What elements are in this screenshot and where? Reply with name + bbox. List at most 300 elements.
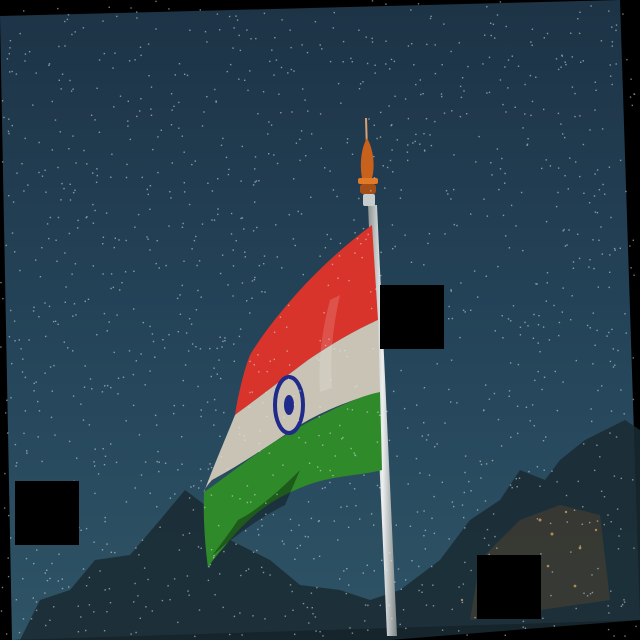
noise-speck <box>201 297 202 298</box>
noise-speck <box>287 350 288 351</box>
noise-speck <box>297 548 298 549</box>
noise-speck <box>71 274 72 275</box>
noise-speck <box>332 264 333 265</box>
noise-speck <box>198 546 199 547</box>
noise-speck <box>437 363 438 364</box>
noise-speck <box>109 321 110 322</box>
noise-speck <box>299 160 300 161</box>
noise-speck <box>374 570 375 571</box>
noise-speck <box>175 74 176 75</box>
noise-speck <box>379 415 380 416</box>
noise-speck <box>368 234 369 235</box>
noise-speck <box>343 41 344 42</box>
noise-speck <box>333 189 334 190</box>
noise-speck <box>307 110 308 111</box>
noise-speck <box>197 290 198 291</box>
noise-speck <box>508 59 509 60</box>
noise-speck <box>19 270 20 271</box>
noise-speck <box>596 445 597 446</box>
noise-speck <box>309 463 310 464</box>
noise-speck <box>582 524 583 525</box>
noise-speck <box>16 599 17 600</box>
noise-speck <box>178 128 179 129</box>
noise-speck <box>401 189 402 190</box>
noise-speck <box>282 465 283 466</box>
noise-speck <box>249 312 250 313</box>
noise-speck <box>12 125 13 126</box>
noise-speck <box>58 46 59 47</box>
noise-speck <box>567 521 568 522</box>
noise-speck <box>608 10 609 11</box>
noise-speck <box>315 21 316 22</box>
noise-speck <box>579 176 580 177</box>
noise-speck <box>633 399 634 400</box>
noise-speck <box>247 485 248 486</box>
noise-speck <box>246 570 247 571</box>
noise-speck <box>223 412 224 413</box>
noise-speck <box>569 157 570 158</box>
noise-speck <box>69 441 70 442</box>
noise-speck <box>329 482 330 483</box>
noise-speck <box>448 389 449 390</box>
noise-speck <box>408 483 409 484</box>
noise-speck <box>341 438 342 439</box>
noise-speck <box>138 214 139 215</box>
noise-speck <box>94 493 95 494</box>
noise-speck <box>515 225 516 226</box>
noise-speck <box>370 190 371 191</box>
noise-speck <box>483 199 484 200</box>
noise-speck <box>183 261 184 262</box>
noise-speck <box>9 71 10 72</box>
noise-speck <box>396 525 397 526</box>
noise-speck <box>271 50 272 51</box>
noise-speck <box>200 416 201 417</box>
noise-speck <box>304 99 305 100</box>
noise-speck <box>594 109 595 110</box>
noise-speck <box>145 461 146 462</box>
noise-speck <box>211 494 212 495</box>
noise-speck <box>23 10 24 11</box>
noise-speck <box>506 26 507 27</box>
noise-speck <box>104 313 105 314</box>
noise-speck <box>452 318 453 319</box>
noise-speck <box>239 433 240 434</box>
noise-speck <box>29 51 30 52</box>
noise-speck <box>10 397 11 398</box>
noise-speck <box>497 266 498 267</box>
noise-speck <box>617 350 618 351</box>
noise-speck <box>16 73 17 74</box>
noise-speck <box>111 273 112 274</box>
noise-speck <box>106 611 107 612</box>
noise-speck <box>395 246 396 247</box>
noise-speck <box>51 563 52 564</box>
noise-speck <box>396 456 397 457</box>
noise-speck <box>25 410 26 411</box>
noise-speck <box>568 229 569 230</box>
noise-speck <box>416 404 417 405</box>
noise-speck <box>524 113 525 114</box>
noise-speck <box>19 632 20 633</box>
noise-speck <box>110 602 111 603</box>
noise-speck <box>563 287 564 288</box>
noise-speck <box>303 603 304 604</box>
noise-speck <box>232 295 233 296</box>
noise-speck <box>376 138 377 139</box>
noise-speck <box>287 72 288 73</box>
noise-speck <box>498 419 499 420</box>
noise-speck <box>34 383 35 384</box>
noise-speck <box>54 434 55 435</box>
noise-speck <box>77 227 78 228</box>
noise-speck <box>253 552 254 553</box>
noise-speck <box>301 130 302 131</box>
noise-speck <box>620 248 621 249</box>
noise-speck <box>318 435 319 436</box>
noise-speck <box>381 252 382 253</box>
noise-speck <box>423 422 424 423</box>
noise-speck <box>64 21 65 22</box>
noise-speck <box>554 625 555 626</box>
noise-speck <box>69 80 70 81</box>
noise-speck <box>323 312 324 313</box>
noise-speck <box>194 240 195 241</box>
noise-speck <box>612 41 613 42</box>
noise-speck <box>99 570 100 571</box>
noise-speck <box>217 178 218 179</box>
occluder-patch <box>15 481 79 545</box>
noise-speck <box>228 174 229 175</box>
noise-speck <box>485 500 486 501</box>
noise-speck <box>502 315 503 316</box>
noise-speck <box>155 1 156 2</box>
noise-speck <box>392 248 393 249</box>
noise-speck <box>85 365 86 366</box>
noise-speck <box>229 16 230 17</box>
noise-speck <box>359 518 360 519</box>
noise-speck <box>199 260 200 261</box>
noise-speck <box>233 265 234 266</box>
noise-speck <box>254 277 255 278</box>
noise-speck <box>410 9 411 10</box>
noise-speck <box>90 378 91 379</box>
noise-speck <box>152 333 153 334</box>
noise-speck <box>281 267 282 268</box>
noise-speck <box>191 248 192 249</box>
noise-speck <box>65 286 66 287</box>
noise-speck <box>459 337 460 338</box>
noise-speck <box>383 516 384 517</box>
noise-speck <box>470 490 471 491</box>
noise-speck <box>608 629 609 630</box>
noise-speck <box>407 152 408 153</box>
noise-speck <box>111 154 112 155</box>
noise-speck <box>239 498 240 499</box>
noise-speck <box>283 543 284 544</box>
noise-speck <box>187 575 188 576</box>
noise-speck <box>363 475 364 476</box>
noise-speck <box>213 557 214 558</box>
noise-speck <box>149 370 150 371</box>
noise-speck <box>140 98 141 99</box>
noise-speck <box>388 105 389 106</box>
noise-speck <box>8 131 9 132</box>
noise-speck <box>615 250 616 251</box>
noise-speck <box>601 491 602 492</box>
noise-speck <box>200 469 201 470</box>
noise-speck <box>167 585 168 586</box>
noise-speck <box>412 142 413 143</box>
noise-speck <box>460 86 461 87</box>
noise-speck <box>105 517 106 518</box>
noise-speck <box>41 461 42 462</box>
noise-speck <box>624 313 625 314</box>
noise-speck <box>80 530 81 531</box>
noise-speck <box>481 464 482 465</box>
noise-speck <box>85 630 86 631</box>
noise-speck <box>254 494 255 495</box>
noise-speck <box>537 518 538 519</box>
noise-speck <box>470 570 471 571</box>
noise-speck <box>555 371 556 372</box>
noise-speck <box>4 473 5 474</box>
noise-speck <box>114 352 115 353</box>
noise-speck <box>31 618 32 619</box>
noise-speck <box>363 228 364 229</box>
noise-speck <box>280 317 281 318</box>
noise-speck <box>109 7 110 8</box>
noise-speck <box>541 168 542 169</box>
noise-speck <box>520 334 521 335</box>
noise-speck <box>456 402 457 403</box>
noise-speck <box>522 127 523 128</box>
noise-speck <box>151 115 152 116</box>
noise-speck <box>367 565 368 566</box>
noise-speck <box>126 240 127 241</box>
noise-speck <box>89 424 90 425</box>
noise-speck <box>261 525 262 526</box>
noise-speck <box>348 280 349 281</box>
noise-speck <box>190 486 191 487</box>
noise-speck <box>33 597 34 598</box>
noise-speck <box>319 416 320 417</box>
noise-speck <box>486 463 487 464</box>
noise-speck <box>96 334 97 335</box>
noise-speck <box>156 506 157 507</box>
noise-speck <box>293 396 294 397</box>
noise-speck <box>69 233 70 234</box>
noise-speck <box>294 404 295 405</box>
noise-speck <box>450 198 451 199</box>
noise-speck <box>563 230 564 231</box>
noise-speck <box>611 521 612 522</box>
noise-speck <box>113 287 114 288</box>
noise-speck <box>500 79 501 80</box>
noise-speck <box>208 468 209 469</box>
noise-speck <box>592 239 593 240</box>
noise-speck <box>36 381 37 382</box>
noise-speck <box>583 60 584 61</box>
noise-speck <box>374 125 375 126</box>
noise-speck <box>275 224 276 225</box>
noise-speck <box>94 119 95 120</box>
noise-speck <box>368 118 369 119</box>
noise-speck <box>510 485 511 486</box>
noise-speck <box>244 80 245 81</box>
noise-speck <box>91 388 92 389</box>
noise-speck <box>426 44 427 45</box>
noise-speck <box>133 271 134 272</box>
noise-speck <box>151 86 152 87</box>
noise-speck <box>560 67 561 68</box>
noise-speck <box>189 533 190 534</box>
noise-speck <box>177 469 178 470</box>
noise-speck <box>523 621 524 622</box>
noise-speck <box>609 254 610 255</box>
noise-speck <box>549 339 550 340</box>
noise-speck <box>136 116 137 117</box>
noise-speck <box>240 218 241 219</box>
noise-speck <box>140 47 141 48</box>
noise-speck <box>391 149 392 150</box>
noise-speck <box>429 233 430 234</box>
noise-speck <box>315 630 316 631</box>
noise-speck <box>435 73 436 74</box>
noise-speck <box>218 525 219 526</box>
noise-speck <box>391 124 392 125</box>
noise-speck <box>299 390 300 391</box>
noise-speck <box>480 477 481 478</box>
noise-speck <box>264 255 265 256</box>
noise-speck <box>349 627 350 628</box>
noise-speck <box>594 470 595 471</box>
noise-speck <box>589 202 590 203</box>
noise-speck <box>58 217 59 218</box>
noise-speck <box>157 240 158 241</box>
noise-speck <box>453 154 454 155</box>
noise-speck <box>364 620 365 621</box>
noise-speck <box>165 463 166 464</box>
noise-speck <box>58 554 59 555</box>
noise-speck <box>155 415 156 416</box>
noise-speck <box>233 343 234 344</box>
noise-speck <box>524 84 525 85</box>
noise-speck <box>45 336 46 337</box>
noise-speck <box>344 350 345 351</box>
noise-speck <box>358 198 359 199</box>
noise-speck <box>238 79 239 80</box>
noise-speck <box>99 132 100 133</box>
noise-speck <box>500 1 501 2</box>
noise-speck <box>227 71 228 72</box>
noise-speck <box>258 371 259 372</box>
noise-speck <box>463 517 464 518</box>
noise-speck <box>423 535 424 536</box>
noise-speck <box>426 439 427 440</box>
noise-speck <box>135 632 136 633</box>
noise-speck <box>587 325 588 326</box>
noise-speck <box>381 560 382 561</box>
noise-speck <box>574 93 575 94</box>
noise-speck <box>64 45 65 46</box>
noise-speck <box>8 515 9 516</box>
noise-speck <box>32 104 33 105</box>
noise-speck <box>42 176 43 177</box>
noise-speck <box>233 27 234 28</box>
noise-speck <box>381 362 382 363</box>
noise-speck <box>153 341 154 342</box>
noise-speck <box>352 154 353 155</box>
noise-speck <box>613 366 614 367</box>
noise-speck <box>448 318 449 319</box>
noise-speck <box>109 588 110 589</box>
noise-speck <box>616 436 617 437</box>
noise-speck <box>84 387 85 388</box>
noise-speck <box>196 309 197 310</box>
noise-speck <box>116 314 117 315</box>
noise-speck <box>298 420 299 421</box>
noise-speck <box>329 170 330 171</box>
noise-speck <box>538 371 539 372</box>
noise-speck <box>608 332 609 333</box>
noise-speck <box>289 30 290 31</box>
noise-speck <box>37 401 38 402</box>
noise-speck <box>217 214 218 215</box>
noise-speck <box>330 470 331 471</box>
noise-speck <box>25 377 26 378</box>
noise-speck <box>450 51 451 52</box>
noise-speck <box>127 125 128 126</box>
noise-speck <box>117 393 118 394</box>
noise-speck <box>253 184 254 185</box>
noise-speck <box>133 405 134 406</box>
noise-speck <box>5 412 6 413</box>
noise-speck <box>377 441 378 442</box>
noise-speck <box>546 221 547 222</box>
noise-speck <box>419 144 420 145</box>
noise-speck <box>411 560 412 561</box>
noise-speck <box>468 481 469 482</box>
noise-speck <box>620 389 621 390</box>
noise-speck <box>632 105 633 106</box>
noise-speck <box>424 387 425 388</box>
noise-speck <box>107 330 108 331</box>
noise-speck <box>184 74 185 75</box>
noise-speck <box>434 121 435 122</box>
noise-speck <box>474 617 475 618</box>
noise-speck <box>35 259 36 260</box>
noise-speck <box>93 265 94 266</box>
noise-speck <box>339 425 340 426</box>
noise-speck <box>417 511 418 512</box>
noise-speck <box>451 290 452 291</box>
noise-speck <box>576 360 577 361</box>
noise-speck <box>510 437 511 438</box>
noise-speck <box>346 593 347 594</box>
noise-speck <box>332 475 333 476</box>
noise-speck <box>296 143 297 144</box>
noise-speck <box>256 550 257 551</box>
noise-speck <box>613 635 614 636</box>
noise-speck <box>565 64 566 65</box>
noise-speck <box>25 53 26 54</box>
noise-speck <box>330 433 331 434</box>
noise-speck <box>565 245 566 246</box>
noise-speck <box>189 595 190 596</box>
noise-speck <box>504 183 505 184</box>
noise-speck <box>443 23 444 24</box>
